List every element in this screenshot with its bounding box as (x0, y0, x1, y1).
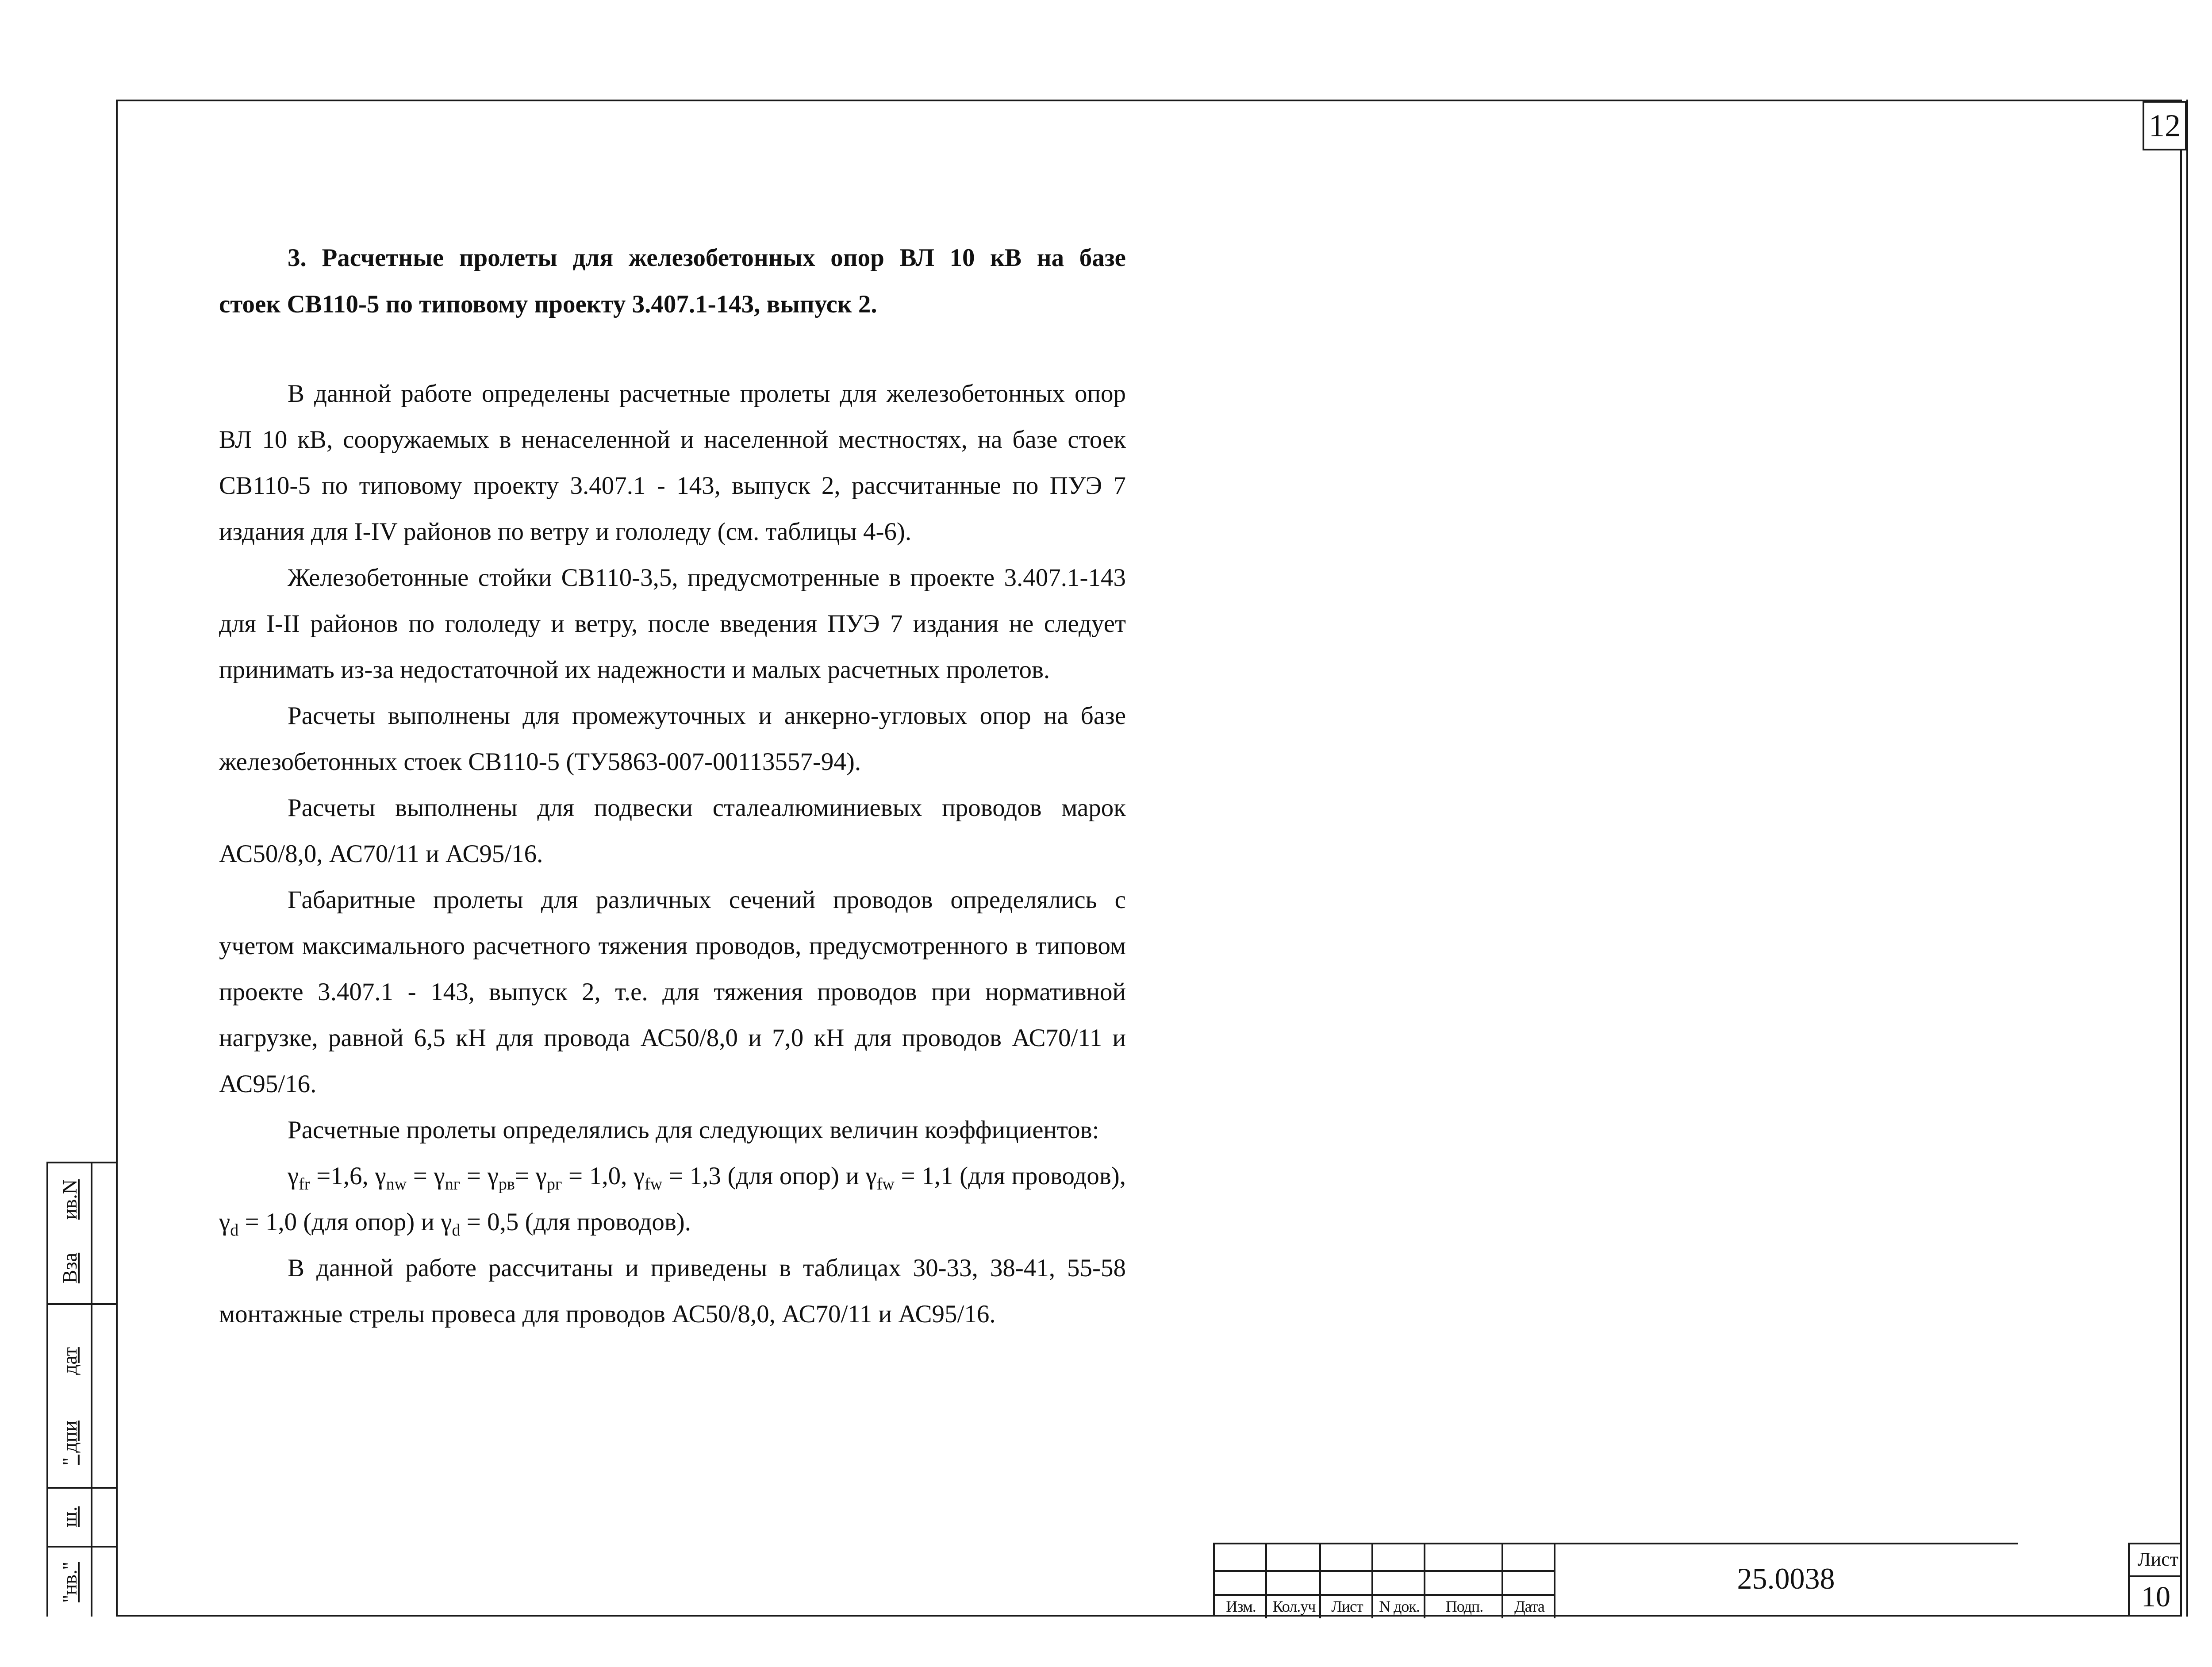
subscript: nг (445, 1175, 461, 1193)
grid-row-line (1215, 1570, 1555, 1572)
stamp-label (51, 1491, 88, 1542)
heading-line-1: 3. Расчетные пролеты для железобетонных опор ВЛ 10 кВ на базе (288, 244, 1126, 272)
paragraph-2: Железобетонные стойки СВ110-3,5, предусмотренные в проекте 3.407.1-143 для I-II районов по гололеду и ветру, после введения ПУЭ 7 издания не следует принимать из-за недостаточной их надежности и малых расчетных пролетов. (219, 564, 1126, 684)
subscript: d (452, 1221, 461, 1240)
subscript: fr (299, 1175, 310, 1193)
heading-line-2: стоек СВ110-5 по типовому проекту 3.407.1-143, выпуск 2. (219, 290, 877, 318)
frame-edge-line (2177, 100, 2188, 1617)
stamp-label-text: ив.N (58, 1179, 81, 1220)
sheet-box (2128, 1543, 2182, 1617)
paragraph-8: В данной работе рассчитаны и приведены в таблицах 30-33, 38-41, 55-58 монтажные стрелы провеса для проводов АС50/8,0, АС70/11 и АС95/16. (219, 1254, 1126, 1328)
stamp-line (91, 1162, 92, 1617)
stamp-label (51, 1551, 88, 1613)
grid-row-line (1215, 1594, 1555, 1596)
gamma-symbol: γ (633, 1162, 645, 1190)
stamp-row-line (46, 1162, 116, 1163)
document-number: 25.0038 (1737, 1562, 1835, 1595)
stamp-row-line (46, 1303, 116, 1305)
stamp-label (51, 1325, 88, 1396)
subscript: nw (386, 1175, 407, 1193)
coef-text: = 1,0, (562, 1162, 634, 1190)
section-heading (219, 235, 1126, 327)
stamp-label (51, 1401, 88, 1485)
gamma-symbol: γ (441, 1208, 452, 1236)
stamp-label (51, 1170, 88, 1228)
subscript: рв (498, 1175, 515, 1193)
sheet-number: 10 (2130, 1575, 2182, 1617)
body-text (219, 371, 1126, 1337)
margin-stamp (46, 1162, 116, 1617)
column-caption: Дата (1514, 1598, 1544, 1615)
gamma-symbol: γ (288, 1162, 299, 1190)
stamp-label-text: дат (58, 1347, 81, 1375)
column-caption: Подп. (1445, 1598, 1483, 1615)
subscript: fw (876, 1175, 895, 1193)
column-caption: Лист (1331, 1598, 1363, 1615)
gamma-symbol: γ (535, 1162, 547, 1190)
coef-text: = 0,5 (для проводов). (460, 1208, 691, 1236)
page-number: 12 (2149, 108, 2181, 143)
gamma-symbol: γ (434, 1162, 445, 1190)
coef-text: = 1,0 (для опор) и (238, 1208, 441, 1236)
gamma-symbol: γ (219, 1208, 230, 1236)
coef-text: = 1,3 (для опор) и (662, 1162, 866, 1190)
gamma-symbol: γ (865, 1162, 877, 1190)
stamp-row-line (46, 1487, 116, 1489)
subscript: fw (645, 1175, 663, 1193)
paragraph-coefficients (219, 1153, 1126, 1245)
stamp-label-text: '' дпи (58, 1420, 81, 1465)
column-caption: Кол.уч (1272, 1598, 1316, 1615)
gamma-symbol: γ (487, 1162, 499, 1190)
coef-text: = (515, 1162, 536, 1190)
title-block-center (1554, 1543, 2018, 1617)
coef-text: = 1,1 (для проводов), (894, 1162, 1126, 1190)
stamp-label (51, 1237, 88, 1299)
subscript: рг (546, 1175, 562, 1193)
gamma-symbol: γ (375, 1162, 386, 1190)
stamp-line (46, 1162, 48, 1617)
stamp-label-text: ш. (58, 1506, 81, 1527)
title-block (1213, 1543, 2182, 1617)
revision-grid (1213, 1543, 1554, 1617)
paragraph-4: Расчеты выполнены для подвески сталеалюминиевых проводов марок АС50/8,0, АС70/11 и АС95/16. (219, 794, 1126, 868)
coef-text: =1,6, (310, 1162, 375, 1190)
paragraph-3: Расчеты выполнены для промежуточных и анкерно-угловых опор на базе железобетонных стоек СВ110-5 (ТУ5863-007-00113557-94). (219, 702, 1126, 776)
column-caption: N док. (1379, 1598, 1420, 1615)
stamp-label-text: Взa (58, 1252, 81, 1283)
sheet-label: Лист (2137, 1548, 2178, 1570)
paragraph-6: Расчетные пролеты определялись для следующих величин коэффициентов: (288, 1116, 1099, 1144)
stamp-row-line (46, 1546, 116, 1548)
page-number-box (2143, 101, 2187, 150)
paragraph-5: Габаритные пролеты для различных сечений проводов определялись с учетом максимального расчетного тяжения проводов, предусмотренного в типовом проекте 3.407.1 - 143, выпуск 2, т.е. для тяжения проводов при нормативной нагрузке, равной 6,5 кН для провода АС50/8,0 и 7,0 кН для проводов АС70/11 и АС95/16. (219, 886, 1126, 1098)
paragraph-1: В данной работе определены расчетные пролеты для железобетонных опор ВЛ 10 кВ, сооружаемых в ненаселенной и населенной местностях, на базе стоек СВ110-5 по типовому проекту 3.407.1 - 143, выпуск 2, рассчитанные по ПУЭ 7 издания для I-IV районов по ветру и гололеду (см. таблицы 4-6). (219, 380, 1126, 546)
stamp-label-text: ''нв.'' (58, 1562, 81, 1602)
coef-text: = (460, 1162, 488, 1190)
coef-text: = (407, 1162, 434, 1190)
subscript: d (230, 1221, 239, 1240)
column-caption: Изм. (1226, 1598, 1256, 1615)
